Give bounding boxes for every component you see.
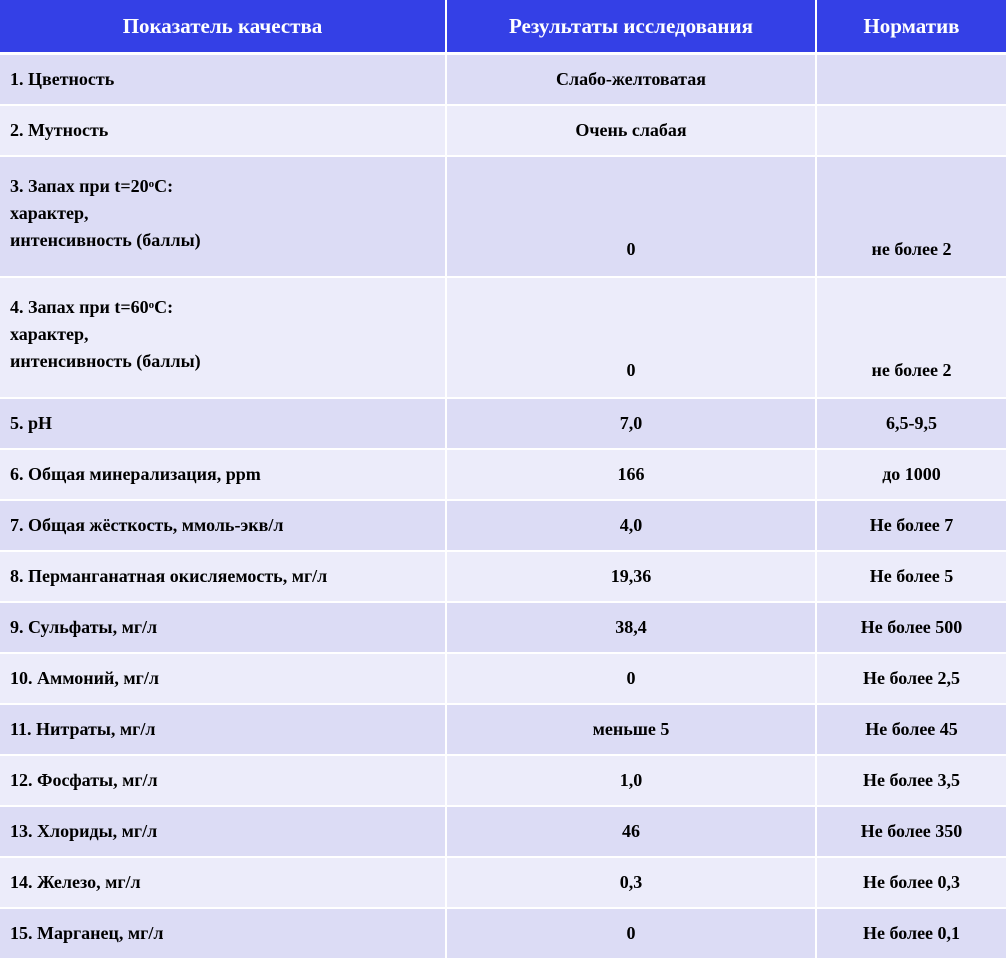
row-result: 0 xyxy=(446,277,816,398)
row-name: 7. Общая жёсткость, ммоль-экв/л xyxy=(0,500,446,551)
row-name-line: характер, xyxy=(10,324,89,344)
row-name: 15. Марганец, мг/л xyxy=(0,908,446,959)
table-row xyxy=(0,398,1006,449)
row-name: 9. Сульфаты, мг/л xyxy=(0,602,446,653)
row-result: Очень слабая xyxy=(446,105,816,156)
table-row xyxy=(0,277,1006,398)
row-result: 0 xyxy=(446,653,816,704)
row-name: 13. Хлориды, мг/л xyxy=(0,806,446,857)
row-norm: Не более 3,5 xyxy=(816,755,1006,806)
row-name: 11. Нитраты, мг/л xyxy=(0,704,446,755)
row-norm: до 1000 xyxy=(816,449,1006,500)
row-result: 7,0 xyxy=(446,398,816,449)
row-name: 8. Перманганатная окисляемость, мг/л xyxy=(0,551,446,602)
header-row xyxy=(0,0,1006,54)
table-body xyxy=(0,54,1006,960)
table-row xyxy=(0,806,1006,857)
row-result: 0 xyxy=(446,156,816,277)
row-norm: Не более 5 xyxy=(816,551,1006,602)
table-row xyxy=(0,54,1006,106)
row-norm: Не более 7 xyxy=(816,500,1006,551)
row-norm: Не более 500 xyxy=(816,602,1006,653)
header-norm: Норматив xyxy=(816,0,1006,54)
table-row xyxy=(0,156,1006,277)
row-norm xyxy=(816,105,1006,156)
row-name: 6. Общая минерализация, ppm xyxy=(0,449,446,500)
row-norm: Не более 0,3 xyxy=(816,857,1006,908)
row-norm: не более 2 xyxy=(816,156,1006,277)
table-row xyxy=(0,105,1006,156)
table-row xyxy=(0,755,1006,806)
row-name-line: интенсивность (баллы) xyxy=(10,351,201,371)
row-result: 166 xyxy=(446,449,816,500)
row-name: 5. pH xyxy=(0,398,446,449)
table-row xyxy=(0,857,1006,908)
row-result: 4,0 xyxy=(446,500,816,551)
table-row xyxy=(0,602,1006,653)
header-result: Результаты исследования xyxy=(446,0,816,54)
row-name: 2. Мутность xyxy=(0,105,446,156)
row-result: 1,0 xyxy=(446,755,816,806)
table-row xyxy=(0,449,1006,500)
row-result: 19,36 xyxy=(446,551,816,602)
row-result: меньше 5 xyxy=(446,704,816,755)
row-result: 38,4 xyxy=(446,602,816,653)
table-header xyxy=(0,0,1006,54)
row-norm: Не более 45 xyxy=(816,704,1006,755)
row-name: 12. Фосфаты, мг/л xyxy=(0,755,446,806)
row-name-line: интенсивность (баллы) xyxy=(10,230,201,250)
table-row xyxy=(0,908,1006,959)
row-result: Слабо-желтоватая xyxy=(446,54,816,106)
row-norm: Не более 350 xyxy=(816,806,1006,857)
table-row xyxy=(0,704,1006,755)
row-result: 0,3 xyxy=(446,857,816,908)
table-row xyxy=(0,551,1006,602)
row-result: 0 xyxy=(446,908,816,959)
row-name: 10. Аммоний, мг/л xyxy=(0,653,446,704)
row-name-line: характер, xyxy=(10,203,89,223)
row-norm: Не более 2,5 xyxy=(816,653,1006,704)
row-name-line: 4. Запах при $t=60^oC$: xyxy=(10,297,174,317)
row-norm: Не более 0,1 xyxy=(816,908,1006,959)
row-name: 14. Железо, мг/л xyxy=(0,857,446,908)
row-name xyxy=(0,156,446,277)
row-result: 46 xyxy=(446,806,816,857)
table-row xyxy=(0,500,1006,551)
row-name-line: 3. Запах при $t=20^oC$: xyxy=(10,176,174,196)
row-norm: не более 2 xyxy=(816,277,1006,398)
row-name: 1. Цветность xyxy=(0,54,446,106)
row-name xyxy=(0,277,446,398)
header-indicator: Показатель качества xyxy=(0,0,446,54)
row-norm: 6,5-9,5 xyxy=(816,398,1006,449)
table-row xyxy=(0,653,1006,704)
row-norm xyxy=(816,54,1006,106)
